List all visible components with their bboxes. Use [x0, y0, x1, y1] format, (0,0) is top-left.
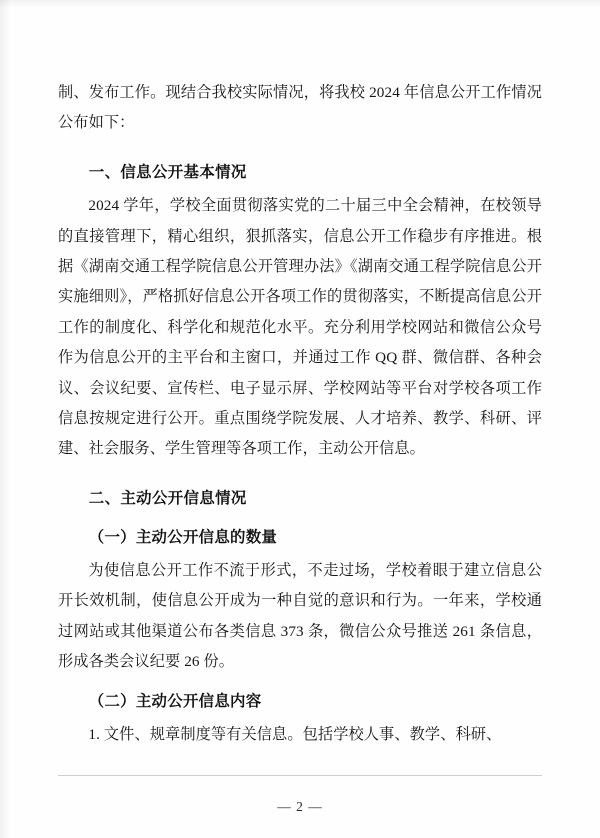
footer-divider: [58, 775, 542, 776]
paragraph-disclosure-quantity: 为使信息公开工作不流于形式，不走过场，学校着眼于建立信息公开长效机制，使信息公开成为一种自觉的意识和行为。一年来，学校通过网站或其他渠道公布各类信息 373 条，微信公众号推送 261 条信息，形成各类会议纪要 26 份。: [58, 561, 542, 670]
spacer: [58, 465, 542, 471]
heading-subsection-two: （二）主动公开信息内容: [88, 693, 262, 711]
heading-section-one: 一、信息公开基本情况: [88, 162, 247, 181]
heading-subsection-one: （一）主动公开信息的数量: [88, 529, 278, 547]
page-edge-shading-left: [0, 0, 10, 838]
paragraph-basic-situation: 2024 学年，学校全面贯彻落实党的二十届三中全会精神，在校领导的直接管理下，精心组织，狠抓落实，信息公开工作稳步有序推进。根据《湖南交通工程学院信息公开管理办法》《湖南交通工程学院信息公开实施细则》，严格抓好信息公开各项工作的贯彻落实，不断提高信息公开工作的制度化、科学化和规范化水平。充分利用学校网站和微信公众号作为信息公开的主平台和主窗口，并通过工作 QQ 群、微信群、各种会议、会议纪要、宣传栏、电子显示屏、学校网站等平台对学校各项工作信息按规定进行公开。重点围绕学院发展、人才培养、教学、科研、评建、社会服务、学生管理等各项工作，主动公开信息。: [58, 197, 542, 458]
spacer: [58, 139, 542, 145]
page-edge-shading-top: [0, 0, 600, 8]
paragraph-continued-intro: 制、发布工作。现结合我校实际情况，将我校 2024 年信息公开工作情况公布如下：: [58, 84, 542, 132]
document-body: [58, 78, 542, 750]
page-number: — 2 —: [277, 799, 323, 814]
page-footer: [0, 798, 600, 816]
heading-section-two: 二、主动公开信息情况: [88, 488, 247, 507]
paragraph-disclosure-content: 1. 文件、规章制度等有关信息。包括学校人事、教学、科研、: [88, 725, 502, 743]
